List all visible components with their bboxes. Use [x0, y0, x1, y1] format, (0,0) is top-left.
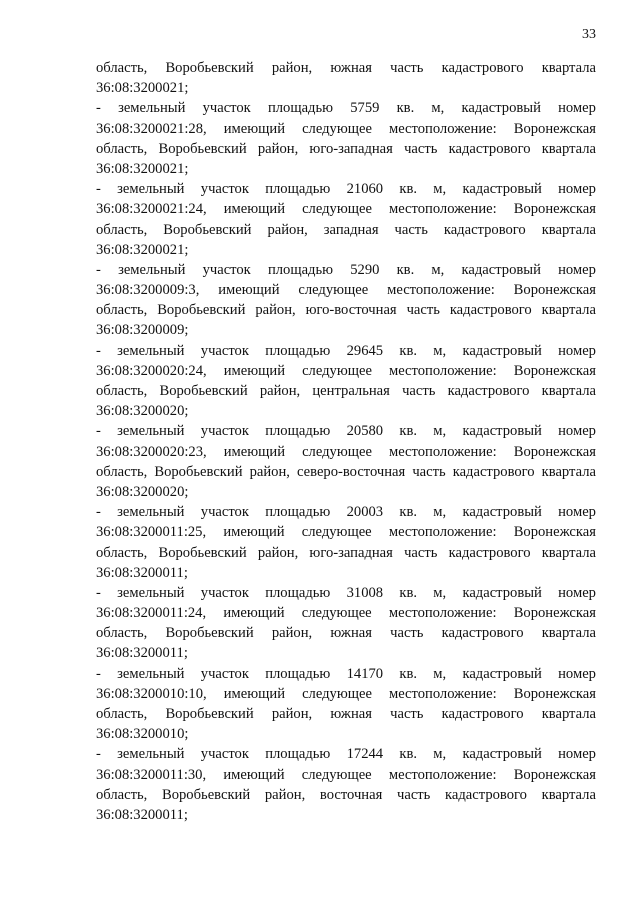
word: часть	[404, 140, 438, 157]
word: номер	[558, 100, 596, 117]
word: кв.	[399, 584, 417, 601]
word: -	[96, 746, 101, 763]
word: земельный	[117, 504, 185, 521]
word: часть	[390, 625, 424, 642]
word: номер	[558, 261, 596, 278]
word: кв.	[399, 181, 417, 198]
word: часть	[397, 786, 431, 803]
text-line	[96, 704, 596, 724]
word: Воробьевский	[165, 60, 254, 76]
word: часть	[394, 221, 428, 238]
word: южная	[330, 625, 372, 642]
word: площадью	[265, 181, 331, 198]
word: кв.	[399, 665, 417, 682]
word: местоположение:	[388, 443, 497, 460]
word: площадью	[265, 423, 331, 440]
word: -	[96, 423, 101, 440]
word: область,	[96, 302, 148, 319]
word: имеющий	[218, 282, 280, 299]
word: номер	[558, 342, 596, 359]
word: -	[96, 584, 101, 601]
word: Воронежская	[513, 605, 596, 622]
text-line: 36:08:3200021;	[96, 160, 189, 177]
word: участок	[200, 504, 249, 521]
word: западная	[323, 221, 379, 238]
text-line: 36:08:3200020;	[96, 403, 189, 420]
word: земельный	[118, 261, 186, 278]
word: Воронежская	[513, 282, 596, 299]
text-line: 36:08:3200021;	[96, 80, 189, 97]
word: 21060	[346, 181, 384, 198]
word: юго-западная	[309, 140, 393, 157]
word: площадью	[265, 584, 331, 601]
word: 20003	[346, 504, 384, 521]
word: участок	[200, 342, 249, 359]
word: область,	[96, 221, 148, 238]
word: кадастровый	[462, 584, 542, 601]
text-line	[96, 98, 596, 118]
word: район,	[264, 786, 306, 803]
word: часть	[390, 706, 424, 722]
word: м,	[433, 342, 447, 359]
word: местоположение:	[388, 766, 497, 783]
word: квартала	[541, 383, 596, 399]
word: Воробьевский	[161, 786, 251, 803]
word: кв.	[396, 261, 415, 278]
word: кадастрового	[441, 706, 524, 722]
word: кадастровый	[461, 261, 541, 278]
word: район,	[249, 463, 290, 480]
word: Воробьевский	[163, 221, 252, 238]
word: участок	[202, 100, 251, 117]
word: 36:08:3200011:24,	[96, 605, 207, 622]
word: земельный	[117, 584, 185, 601]
word: имеющий	[223, 443, 286, 460]
word: область,	[96, 60, 148, 76]
word: -	[96, 504, 101, 521]
word: -	[96, 665, 101, 682]
word: -	[96, 100, 101, 117]
word: кадастровый	[462, 342, 542, 359]
text-line	[96, 583, 596, 603]
text-line	[96, 421, 596, 441]
word: номер	[558, 504, 596, 521]
word: площадью	[265, 665, 331, 682]
word: Воронежская	[513, 120, 596, 137]
text-line	[96, 462, 596, 482]
word: земельный	[117, 665, 185, 682]
word: 36:08:3200010:10,	[96, 685, 207, 702]
word: имеющий	[223, 605, 285, 622]
word: 31008	[346, 584, 384, 601]
word: Воронежская	[513, 362, 596, 379]
word: следующее	[298, 282, 369, 299]
word: м,	[433, 504, 447, 521]
word: следующее	[302, 201, 372, 218]
text-line	[96, 522, 596, 542]
word: 5759	[350, 100, 380, 117]
word: область,	[96, 383, 148, 399]
word: площадью	[265, 342, 331, 359]
text-line	[96, 442, 596, 462]
word: м,	[431, 100, 445, 117]
text-line	[96, 684, 596, 704]
word: земельный	[117, 181, 185, 198]
word: кв.	[399, 746, 417, 763]
word: северо-восточная	[297, 463, 406, 480]
word: кадастрового	[449, 302, 532, 319]
text-line	[96, 543, 596, 563]
word: область,	[96, 625, 148, 642]
word: м,	[433, 584, 447, 601]
word: центральная	[312, 383, 390, 399]
word: район,	[259, 383, 301, 399]
word: кадастрового	[452, 463, 535, 480]
word: кадастровый	[461, 100, 541, 117]
word: 14170	[346, 665, 384, 682]
document-body	[96, 58, 596, 825]
word: квартала	[541, 302, 596, 319]
word: кадастрового	[445, 786, 527, 803]
word: имеющий	[223, 524, 285, 541]
word: следующее	[302, 685, 372, 702]
word: имеющий	[223, 766, 285, 783]
word: кв.	[399, 342, 417, 359]
word: район,	[255, 302, 296, 319]
word: участок	[200, 584, 249, 601]
word: квартала	[541, 625, 596, 642]
word: Воробьевский	[165, 625, 254, 642]
text-line	[96, 603, 596, 623]
text-line	[96, 260, 596, 280]
word: 36:08:3200020:24,	[96, 362, 207, 379]
word: местоположение:	[388, 605, 497, 622]
word: район,	[257, 140, 299, 157]
text-line	[96, 220, 596, 240]
word: квартала	[541, 60, 596, 76]
text-line	[96, 361, 596, 381]
word: следующее	[302, 120, 372, 137]
word: участок	[200, 746, 249, 763]
word: местоположение:	[387, 282, 495, 299]
word: -	[96, 261, 101, 278]
word: кадастровый	[462, 665, 542, 682]
word: Воронежская	[513, 524, 596, 541]
word: м,	[433, 665, 447, 682]
word: юго-западная	[309, 544, 393, 561]
word: кв.	[396, 100, 415, 117]
word: площадью	[265, 746, 331, 763]
word: 20580	[346, 423, 384, 440]
word: кадастровый	[462, 181, 542, 198]
word: местоположение:	[388, 524, 497, 541]
word: область,	[96, 463, 148, 480]
word: кв.	[399, 504, 417, 521]
word: имеющий	[223, 362, 286, 379]
word: местоположение:	[388, 362, 497, 379]
word: кадастрового	[447, 383, 530, 399]
text-line	[96, 381, 596, 401]
word: 36:08:3200021:24,	[96, 201, 207, 218]
word: имеющий	[223, 120, 286, 137]
text-line	[96, 119, 596, 139]
word: участок	[200, 665, 249, 682]
word: 36:08:3200020:23,	[96, 443, 207, 460]
word: Воронежская	[513, 766, 596, 783]
word: номер	[558, 584, 596, 601]
word: номер	[558, 181, 596, 198]
word: м,	[433, 423, 447, 440]
word: 29645	[346, 342, 384, 359]
word: участок	[200, 423, 249, 440]
word: кадастрового	[443, 221, 526, 238]
word: участок	[200, 181, 249, 198]
word: 17244	[346, 746, 384, 763]
word: 36:08:3200021:28,	[96, 120, 207, 137]
word: имеющий	[223, 685, 286, 702]
word: м,	[433, 181, 447, 198]
word: номер	[558, 665, 596, 682]
word: площадью	[265, 504, 331, 521]
word: участок	[202, 261, 251, 278]
word: м,	[431, 261, 445, 278]
word: квартала	[541, 706, 596, 722]
word: кадастрового	[441, 60, 524, 76]
text-line	[96, 179, 596, 199]
word: юго-восточная	[305, 302, 397, 319]
word: южная	[330, 706, 372, 722]
word: Воробьевский	[154, 463, 243, 480]
word: земельный	[117, 342, 185, 359]
word: следующее	[302, 443, 372, 460]
text-line	[96, 664, 596, 684]
word: район,	[267, 221, 308, 238]
word: земельный	[117, 423, 185, 440]
word: местоположение:	[388, 120, 497, 137]
word: район,	[271, 60, 313, 76]
text-line: 36:08:3200011;	[96, 806, 188, 823]
word: район,	[257, 544, 299, 561]
word: следующее	[301, 605, 372, 622]
text-line: 36:08:3200011;	[96, 645, 188, 662]
word: область,	[96, 140, 148, 157]
word: кадастрового	[448, 544, 531, 561]
page-number: 33	[582, 27, 596, 42]
text-line: 36:08:3200010;	[96, 726, 189, 743]
word: следующее	[301, 524, 372, 541]
word: площадью	[267, 100, 334, 117]
word: часть	[404, 544, 438, 561]
word: район,	[271, 625, 313, 642]
text-line	[96, 341, 596, 361]
word: местоположение:	[388, 685, 497, 702]
word: 36:08:3200011:30,	[96, 766, 207, 783]
text-line: 36:08:3200009;	[96, 322, 189, 339]
word: кадастрового	[448, 140, 531, 157]
word: Воробьевский	[157, 302, 246, 319]
word: следующее	[301, 766, 372, 783]
text-line	[96, 502, 596, 522]
word: область,	[96, 544, 148, 561]
text-line: 36:08:3200021;	[96, 241, 189, 258]
word: часть	[402, 383, 436, 399]
word: имеющий	[223, 201, 286, 218]
word: кв.	[399, 423, 417, 440]
word: кадастрового	[441, 625, 524, 642]
text-line	[96, 139, 596, 159]
word: 5290	[350, 261, 380, 278]
text-line: 36:08:3200011;	[96, 564, 188, 581]
word: область,	[96, 786, 148, 803]
word: южная	[330, 60, 372, 76]
text-line: 36:08:3200020;	[96, 483, 189, 500]
word: -	[96, 342, 101, 359]
word: Воробьевский	[165, 706, 254, 722]
word: -	[96, 181, 101, 198]
word: кадастровый	[462, 746, 542, 763]
word: часть	[406, 302, 440, 319]
word: часть	[412, 463, 446, 480]
text-line	[96, 765, 596, 785]
text-line	[96, 623, 596, 643]
word: м,	[433, 746, 447, 763]
word: земельный	[117, 746, 185, 763]
word: земельный	[118, 100, 186, 117]
word: квартала	[541, 786, 596, 803]
word: площадью	[267, 261, 334, 278]
word: Воронежская	[513, 201, 596, 218]
text-line	[96, 300, 596, 320]
word: кадастровый	[462, 423, 542, 440]
word: местоположение:	[388, 201, 497, 218]
word: квартала	[541, 544, 596, 561]
word: квартала	[541, 140, 596, 157]
text-line	[96, 58, 596, 78]
word: Воробьевский	[159, 383, 248, 399]
word: следующее	[302, 362, 372, 379]
word: кадастровый	[462, 504, 542, 521]
word: номер	[558, 746, 596, 763]
text-line	[96, 744, 596, 764]
word: часть	[390, 60, 424, 76]
word: 36:08:3200011:25,	[96, 524, 207, 541]
word: восточная	[319, 786, 383, 803]
text-line	[96, 280, 596, 300]
word: 36:08:3200009:3,	[96, 282, 200, 299]
word: район,	[271, 706, 313, 722]
text-line	[96, 199, 596, 219]
word: квартала	[541, 221, 596, 238]
word: квартала	[541, 463, 596, 480]
text-line	[96, 785, 596, 805]
word: Воронежская	[513, 685, 596, 702]
word: область,	[96, 706, 148, 722]
word: Воробьевский	[158, 140, 247, 157]
word: номер	[558, 423, 596, 440]
word: Воронежская	[513, 443, 596, 460]
word: Воробьевский	[158, 544, 247, 561]
